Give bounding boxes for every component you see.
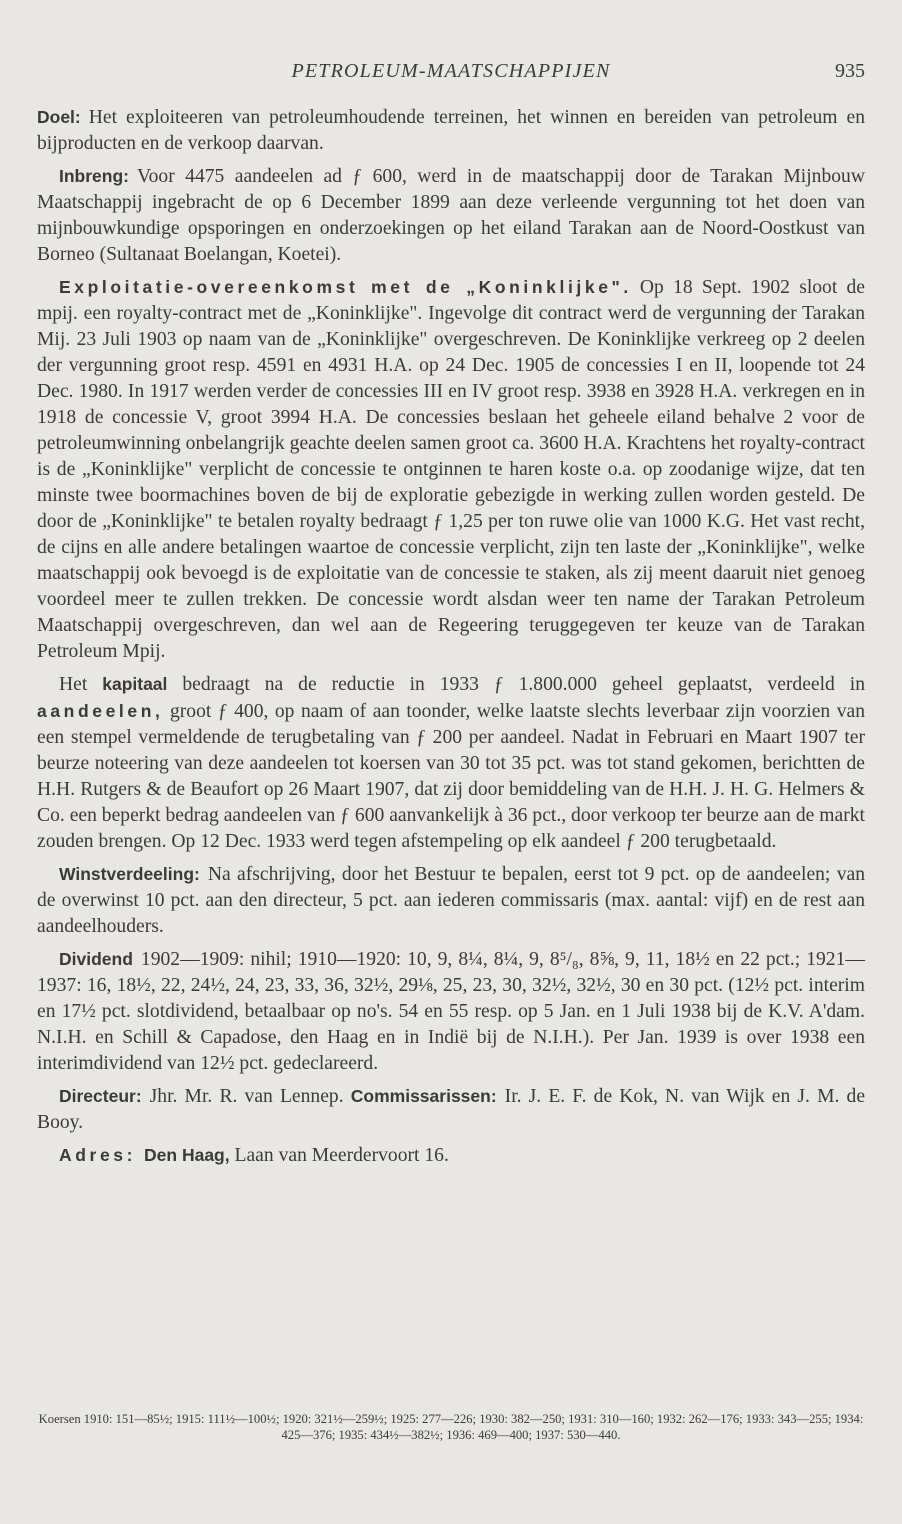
label-doel: Doel: [37,107,81,127]
text-kapitaal-3: groot ƒ 400, op naam of aan toonder, welke laatste slechts leverbaar zijn voorzien van een stempel vermeldende de terugbetaling van ƒ 200 per aandeel. Nadat in Februari en Maart 1907 ter beurze noteering van deze aandeelen tot koersen van 30 tot 35 pct. was tot stand gekomen, berichtten de H.H. Rutgers & de Beaufort op 26 Maart 1907, dat zij door bemiddeling van de H.H. J. H. G. Helmers & Co. een beperkt bedrag aandeelen van ƒ 600 aanvankelijk à 36 pct., door verkoop ter beurze aan de markt zouden brengen. Op 12 Dec. 1933 werd tegen afstempeling op elk aandeel ƒ 200 terugbetaald. [37,701,866,852]
label-commissarissen: Commissarissen: [350,1086,497,1106]
text-doel: Het exploiteeren van petroleumhoudende terreinen, het winnen en bereiden van petroleum en bijproducten en de verkoop daarvan. [37,107,865,154]
label-dividend: Dividend [59,949,133,969]
paragraph-bestuur [37,1083,865,1136]
paragraph-doel [37,104,865,157]
text-inbreng: Voor 4475 aandeelen ad ƒ 600, werd in de maatschappij door de Tarakan Mijnbouw Maatschappij ingebracht de op 6 December 1899 aan deze verleende vergunning tot het doen van mijnbouwkundige opsporingen en onderzoekingen op het eiland Tarakan aan de Noord-Oostkust van Borneo (Sultanaat Boelangan, Koetei). [37,166,865,265]
text-commissarissen: Ir. J. E. F. de Kok, N. van Wijk en J. M. de Booy. [37,1086,866,1133]
paragraph-kapitaal [37,671,865,855]
text-exploitatie: Op 18 Sept. 1902 sloot de mpij. een royalty-contract met de „Koninklijke". Ingevolge dit contract werd de vergunning der Tarakan Mij. 23 Juli 1903 op naam van de „Koninklijke" overgeschreven. De Koninklijke verkreeg op 2 deelen der vergunning groot resp. 4591 en 4931 H.A. op 24 Dec. 1905 de concessies I en II, loopende tot 24 Dec. 1980. In 1917 werden verder de concessies III en IV groot resp. 3938 en 3928 H.A. verkregen en in 1918 de concessie V, groot 3994 H.A. De concessies beslaan het geheele eiland behalve 2 voor de petroleumwinning onbelangrijk geachte deelen samen groot ca. 3600 H.A. Krachtens het royalty-contract is de „Koninklijke" verplicht de concessie te ontginnen te haren koste o.a. op zoodanige wijze, dat ten minste twee boormachines boven de bij de exploratie gebezigde in werking zullen worden gesteld. De door de „Koninklijke" te betalen royalty bedraagt ƒ 1,25 per ton ruwe olie van 1000 K.G. Het vast recht, de cijns en alle andere betalingen waartoe de concessie verplicht, zijn ten laste der „Koninklijke", welke maatschappij ook bevoegd is de exploitatie van de concessie te staken, als zij meent daaruit niet genoeg voordeel meer te zullen trekken. De concessie wordt alsdan weer ten name der Tarakan Petroleum Maatschappij overgeschreven, dan wel aan de Regeering teruggegeven ter keuze van de Tarakan Petroleum Mpij. [37,277,865,662]
running-title: PETROLEUM-MAATSCHAPPIJEN [291,60,611,82]
text-winstverdeeling: Na afschrijving, door het Bestuur te bepalen, eerst tot 9 pct. op de aandeelen; van de overwinst 10 pct. aan den directeur, 5 pct. aan iederen commissaris (max. aantal: vijf) en de rest aan aandeelhouders. [37,864,865,937]
text-directeur: Jhr. Mr. R. van Lennep. [149,1086,344,1107]
paragraph-exploitatie [37,274,865,665]
paragraph-dividend [37,946,865,1077]
label-adres: Adres: [59,1145,137,1165]
text-kapitaal-2: bedraagt na de reductie in 1933 ƒ 1.800.000 geheel geplaatst, verdeeld in [182,674,866,695]
text-kapitaal-1: Het [59,674,88,695]
paragraph-adres [37,1142,865,1169]
label-inbreng: Inbreng: [59,166,129,186]
text-dividend: 1902—1909: nihil; 1910—1920: 10, 9, 8¼, 8¼, 9, 8⁵/₈, 8⅝, 9, 11, 18½ en 22 pct.; 1921—1937: 16, 18½, 22, 24½, 24, 23, 33, 36, 32½, 29⅛, 25, 23, 30, 32½, 32½, 30 en 30 pct. (12½ pct. interim en 17½ pct. slotdividend, betaalbaar op no's. 54 en 55 resp. op 5 Jan. en 1 Juli 1938 bij de K.V. A'dam. N.I.H. en Schill & Capadose, den Haag en in Indië bij de N.I.H.). Per Jan. 1939 is over 1938 een interimdividend van 12½ pct. gedeclareerd. [37,949,865,1074]
label-kapitaal: kapitaal [102,674,168,694]
label-aandeelen: aandeelen, [37,701,164,721]
label-exploitatie: Exploitatie-overeenkomst met de „Koninklijke". [59,277,632,297]
label-winstverdeeling: Winstverdeeling: [59,864,200,884]
koersen-footnote: Koersen 1910: 151—85½; 1915: 111½—100½; 1920: 321½—259½; 1925: 277—226; 1930: 382—250; 1931: 310—160; 1932: 262—176; 1933: 343—255; 1934: 425—376; 1935: 434½—382½; 1936: 469—400; 1937: 530—440. [38,1412,864,1442]
page-number: 935 [835,60,865,82]
paragraph-winstverdeeling [37,861,865,940]
adres-city: Den Haag, [144,1145,230,1165]
running-head [37,60,865,90]
article-body [37,104,865,1175]
adres-street: Laan van Meerdervoort 16. [234,1145,449,1166]
label-directeur: Directeur: [59,1086,142,1106]
paragraph-inbreng [37,163,865,268]
